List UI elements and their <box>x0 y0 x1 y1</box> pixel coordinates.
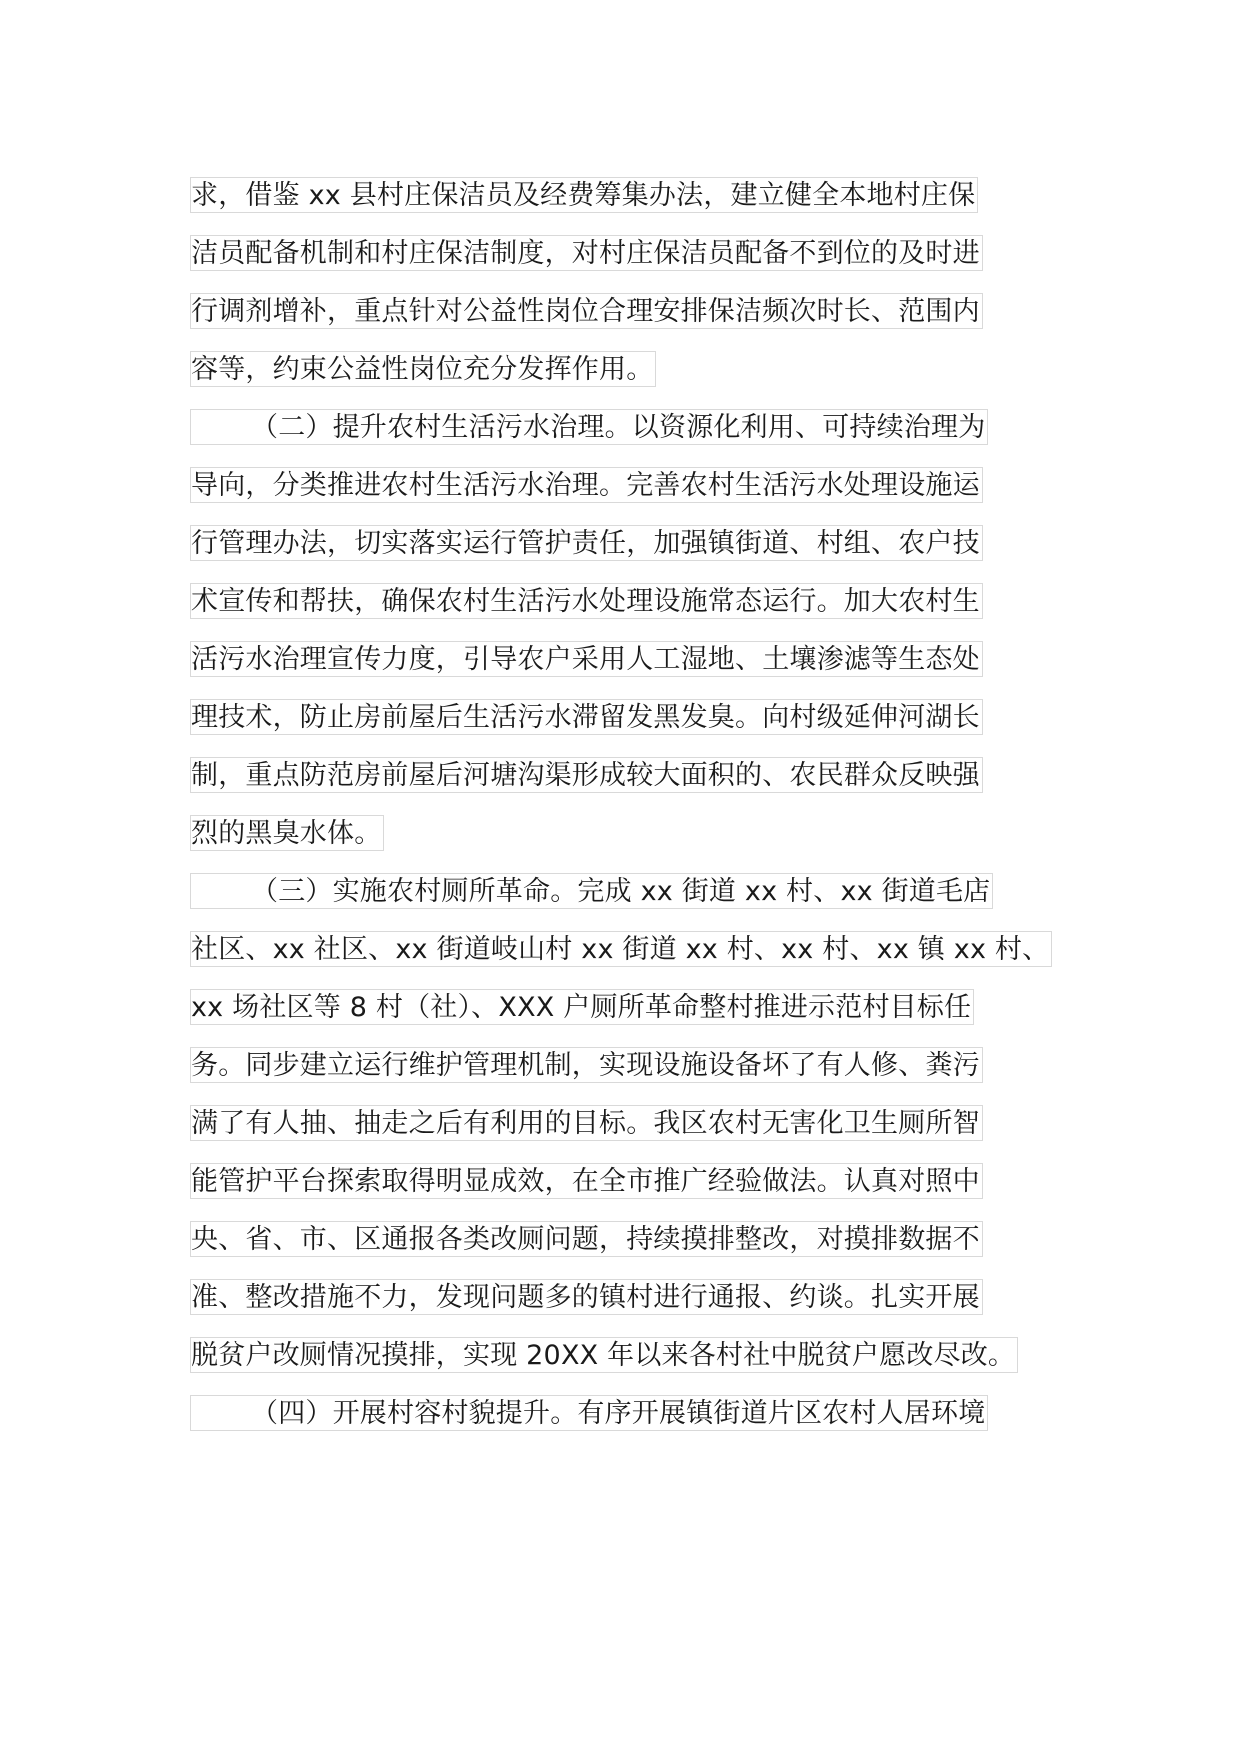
text-line-4: 容等，约束公益性岗位充分发挥作用。 <box>190 351 656 387</box>
text-line-9: 活污水治理宣传力度，引导农户采用人工湿地、土壤渗滤等生态处 <box>190 641 983 677</box>
text-line-3: 行调剂增补，重点针对公益性岗位合理安排保洁频次时长、范围内 <box>190 293 983 329</box>
text-line-12: 烈的黑臭水体。 <box>190 815 384 851</box>
text-line-14: 社区、xx 社区、xx 街道岐山村 xx 街道 xx 村、xx 村、xx 镇 xx 村、 <box>190 931 1052 967</box>
text-line-1: 求，借鉴 xx 县村庄保洁员及经费筹集办法，建立健全本地村庄保 <box>190 177 978 213</box>
text-line-11: 制，重点防范房前屋后河塘沟渠形成较大面积的、农民群众反映强 <box>190 757 983 793</box>
text-line-18: 能管护平台探索取得明显成效，在全市推广经验做法。认真对照中 <box>190 1163 983 1199</box>
paragraph-heading-4: （四）开展村容村貌提升。有序开展镇街道片区农村人居环境 <box>190 1395 988 1431</box>
text-line-8: 术宣传和帮扶，确保农村生活污水处理设施常态运行。加大农村生 <box>190 583 983 619</box>
text-line-16: 务。同步建立运行维护管理机制，实现设施设备坏了有人修、粪污 <box>190 1047 983 1083</box>
text-line-6: 导向，分类推进农村生活污水治理。完善农村生活污水处理设施运 <box>190 467 983 503</box>
text-line-20: 准、整改措施不力，发现问题多的镇村进行通报、约谈。扎实开展 <box>190 1279 983 1315</box>
text-line-15: xx 场社区等 8 村（社）、XXX 户厕所革命整村推进示范村目标任 <box>190 989 974 1025</box>
text-line-19: 央、省、市、区通报各类改厕问题，持续摸排整改，对摸排数据不 <box>190 1221 983 1257</box>
paragraph-heading-2: （二）提升农村生活污水治理。以资源化利用、可持续治理为 <box>190 409 988 445</box>
text-line-17: 满了有人抽、抽走之后有利用的目标。我区农村无害化卫生厕所智 <box>190 1105 983 1141</box>
text-line-2: 洁员配备机制和村庄保洁制度，对村庄保洁员配备不到位的及时进 <box>190 235 983 271</box>
text-line-21: 脱贫户改厕情况摸排，实现 20XX 年以来各村社中脱贫户愿改尽改。 <box>190 1337 1018 1373</box>
paragraph-heading-3: （三）实施农村厕所革命。完成 xx 街道 xx 村、xx 街道毛店 <box>190 873 993 909</box>
text-line-7: 行管理办法，切实落实运行管护责任，加强镇街道、村组、农户技 <box>190 525 983 561</box>
text-line-10: 理技术，防止房前屋后生活污水滞留发黑发臭。向村级延伸河湖长 <box>190 699 983 735</box>
